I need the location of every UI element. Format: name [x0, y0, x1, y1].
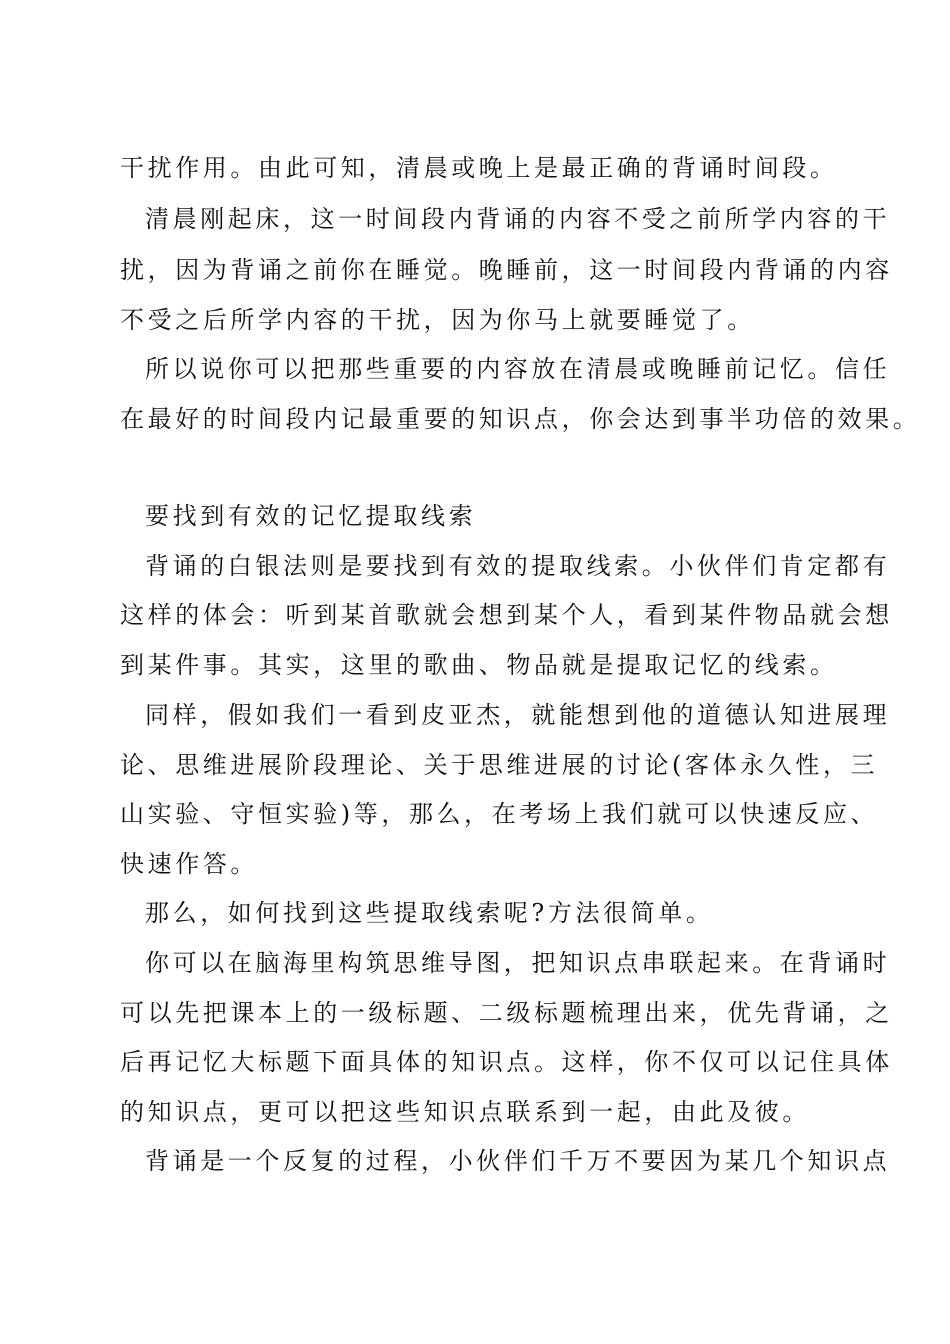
text-line: 后再记忆大标题下面具体的知识点。这样，你不仅可以记住具体 [120, 1048, 893, 1076]
text-line: 快速作答。 [120, 850, 258, 878]
text-line: 你可以在脑海里构筑思维导图，把知识点串联起来。在背诵时 [145, 949, 891, 977]
text-line: 干扰作用。由此可知，清晨或晚上是最正确的背诵时间段。 [120, 154, 838, 182]
text-line: 的知识点，更可以把这些知识点联系到一起，由此及彼。 [120, 1098, 810, 1126]
text-line: 山实验、守恒实验)等，那么，在考场上我们就可以快速反应、 [120, 800, 879, 828]
text-line: 背诵的白银法则是要找到有效的提取线索。小伙伴们肯定都有 [145, 552, 891, 580]
section-heading: 要找到有效的记忆提取线索 [145, 502, 477, 530]
text-line: 清晨刚起床，这一时间段内背诵的内容不受之前所学内容的干 [145, 205, 891, 233]
text-line: 到某件事。其实，这里的歌曲、物品就是提取记忆的线索。 [120, 651, 838, 679]
text-line: 不受之后所学内容的干扰，因为你马上就要睡觉了。 [120, 306, 755, 334]
text-line: 论、思维进展阶段理论、关于思维进展的讨论(客体永久性，三 [120, 751, 879, 779]
text-line: 同样，假如我们一看到皮亚杰，就能想到他的道德认知进展理 [145, 701, 891, 729]
text-line: 这样的体会：听到某首歌就会想到某个人，看到某件物品就会想 [120, 601, 893, 629]
text-line: 那么，如何找到这些提取线索呢?方法很简单。 [145, 899, 714, 927]
text-line: 扰，因为背诵之前你在睡觉。晚睡前，这一时间段内背诵的内容 [120, 256, 893, 284]
text-line: 在最好的时间段内记最重要的知识点，你会达到事半功倍的效果。 [120, 405, 921, 433]
text-line: 背诵是一个反复的过程，小伙伴们千万不要因为某几个知识点 [145, 1147, 891, 1175]
text-line: 所以说你可以把那些重要的内容放在清晨或晚睡前记忆。信任 [145, 355, 891, 383]
text-line: 可以先把课本上的一级标题、二级标题梳理出来，优先背诵，之 [120, 999, 893, 1027]
